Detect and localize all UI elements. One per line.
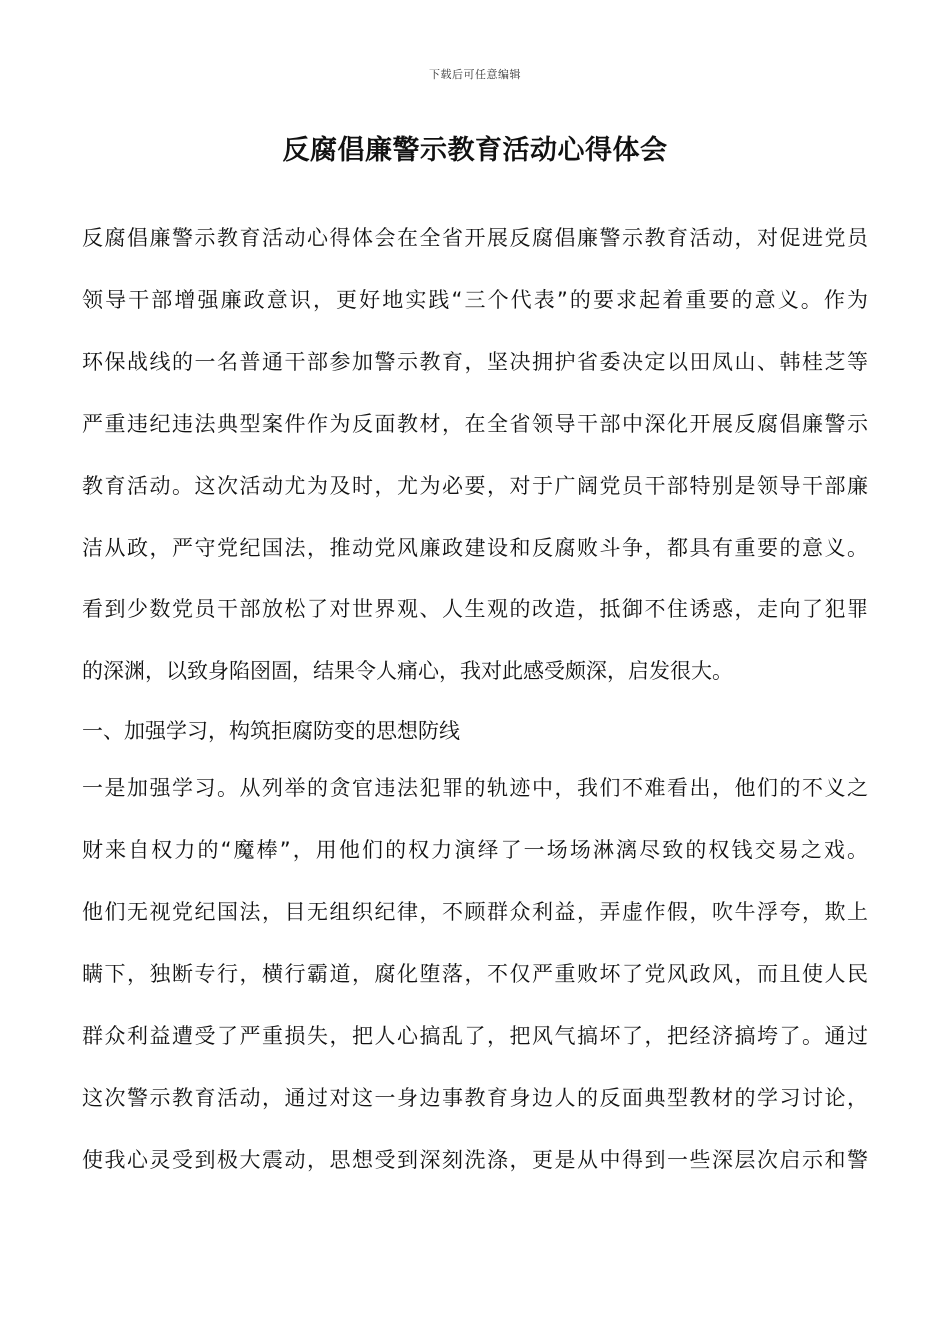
document-title: 反腐倡廉警示教育活动心得体会 (282, 135, 668, 166)
body-line: 反腐倡廉警示教育活动心得体会在全省开展反腐倡廉警示教育活动，对促进党员 (82, 226, 868, 250)
body-line: 环保战线的一名普通干部参加警示教育，坚决拥护省委决定以田凤山、韩桂芝等 (82, 350, 868, 374)
body-line: 领导干部增强廉政意识，更好地实践“三个代表”的要求起着重要的意义。作为 (82, 288, 868, 312)
body-line: 看到少数党员干部放松了对世界观、人生观的改造，抵御不住诱惑，走向了犯罪 (82, 597, 868, 621)
body-line: 使我心灵受到极大震动，思想受到深刻洗涤，更是从中得到一些深层次启示和警 (82, 1148, 868, 1172)
body-line: 一是加强学习。从列举的贪官违法犯罪的轨迹中，我们不难看出，他们的不义之 (82, 776, 868, 800)
body-line: 瞒下，独断专行，横行霸道，腐化堕落，不仅严重败坏了党风政风，而且使人民 (82, 962, 868, 986)
body-line: 教育活动。这次活动尤为及时，尤为必要，对于广阔党员干部特别是领导干部廉 (82, 474, 868, 498)
body-line: 严重违纪违法典型案件作为反面教材，在全省领导干部中深化开展反腐倡廉警示 (82, 412, 868, 436)
header-note: 下载后可任意编辑 (429, 68, 521, 81)
body-line: 的深渊，以致身陷囹圄，结果令人痛心，我对此感受颇深，启发很大。 (82, 659, 733, 683)
body-line: 群众利益遭受了严重损失，把人心搞乱了，把风气搞坏了，把经济搞垮了。通过 (82, 1024, 868, 1048)
body-line: 这次警示教育活动，通过对这一身边事教育身边人的反面典型教材的学习讨论， (82, 1086, 868, 1110)
body-line: 他们无视党纪国法，目无组织纪律，不顾群众利益，弄虚作假，吹牛浮夸，欺上 (82, 900, 868, 924)
body-line: 洁从政，严守党纪国法，推动党风廉政建设和反腐败斗争，都具有重要的意义。 (82, 536, 868, 560)
body-line: 财来自权力的“魔棒”，用他们的权力演绎了一场场淋漓尽致的权钱交易之戏。 (82, 838, 868, 862)
section-heading: 一、加强学习，构筑拒腐防变的思想防线 (82, 719, 460, 743)
